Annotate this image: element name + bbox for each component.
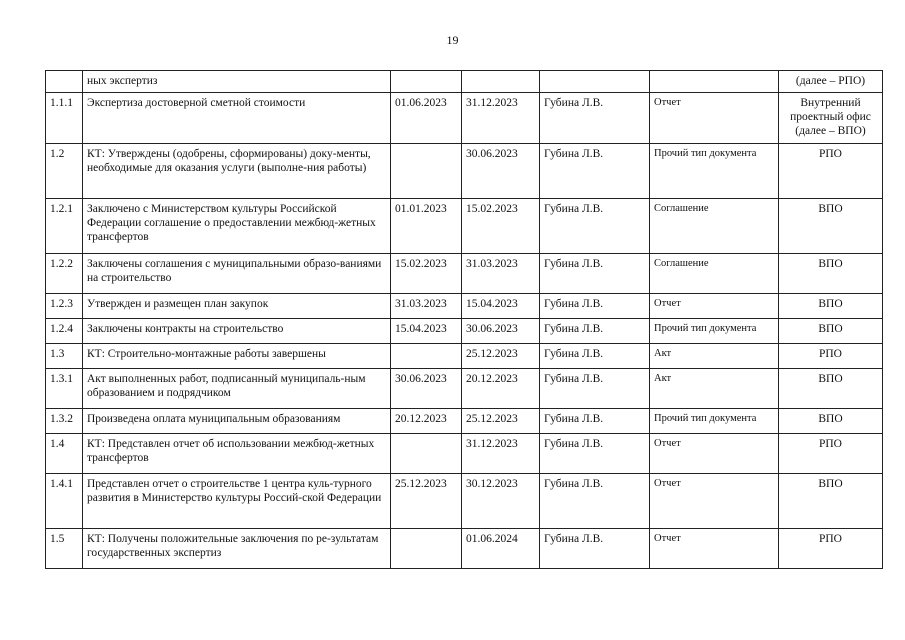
- row-approval-level: ВПО: [779, 474, 883, 529]
- row-number: 1.2: [46, 144, 83, 199]
- row-approval-level: (далее – РПО): [779, 71, 883, 93]
- row-end-date: 31.03.2023: [462, 254, 540, 294]
- row-document-type: Соглашение: [650, 254, 779, 294]
- row-name: Произведена оплата муниципальным образованиям: [83, 409, 391, 434]
- row-name: Заключены контракты на строительство: [83, 319, 391, 344]
- row-start-date: [391, 434, 462, 474]
- row-approval-level: РПО: [779, 434, 883, 474]
- table-row: [46, 71, 883, 93]
- row-name: Акт выполненных работ, подписанный муниципаль-ным образованием и подрядчиком: [83, 369, 391, 409]
- table-row: [46, 294, 883, 319]
- row-start-date: 20.12.2023: [391, 409, 462, 434]
- row-approval-level: ВПО: [779, 369, 883, 409]
- row-number: 1.2.4: [46, 319, 83, 344]
- row-approval-level: РПО: [779, 144, 883, 199]
- table-row: [46, 344, 883, 369]
- row-end-date: 30.06.2023: [462, 319, 540, 344]
- row-name: Утвержден и размещен план закупок: [83, 294, 391, 319]
- row-approval-level: РПО: [779, 529, 883, 569]
- row-approval-level: ВПО: [779, 254, 883, 294]
- row-end-date: 25.12.2023: [462, 409, 540, 434]
- row-name: КТ: Утверждены (одобрены, сформированы) доку-менты, необходимые для оказания услуги (выполне-ния работы): [83, 144, 391, 199]
- row-name: ных экспертиз: [83, 71, 391, 93]
- row-number: 1.3: [46, 344, 83, 369]
- row-end-date: 15.04.2023: [462, 294, 540, 319]
- row-approval-level: РПО: [779, 344, 883, 369]
- row-approval-level: ВПО: [779, 409, 883, 434]
- row-responsible: [540, 71, 650, 93]
- row-number: 1.4: [46, 434, 83, 474]
- row-document-type: Отчет: [650, 93, 779, 144]
- row-end-date: 15.02.2023: [462, 199, 540, 254]
- row-name: КТ: Представлен отчет об использовании межбюд-жетных трансфертов: [83, 434, 391, 474]
- row-responsible: Губина Л.В.: [540, 409, 650, 434]
- row-number: 1.2.1: [46, 199, 83, 254]
- row-responsible: Губина Л.В.: [540, 369, 650, 409]
- row-number: 1.3.2: [46, 409, 83, 434]
- row-start-date: [391, 344, 462, 369]
- row-responsible: Губина Л.В.: [540, 529, 650, 569]
- row-number: 1.1.1: [46, 93, 83, 144]
- row-start-date: 25.12.2023: [391, 474, 462, 529]
- row-end-date: 31.12.2023: [462, 434, 540, 474]
- row-approval-level: ВПО: [779, 319, 883, 344]
- row-end-date: 30.06.2023: [462, 144, 540, 199]
- row-end-date: 20.12.2023: [462, 369, 540, 409]
- row-responsible: Губина Л.В.: [540, 474, 650, 529]
- row-approval-level: ВПО: [779, 199, 883, 254]
- row-document-type: Прочий тип документа: [650, 319, 779, 344]
- row-responsible: Губина Л.В.: [540, 144, 650, 199]
- table-row: [46, 254, 883, 294]
- row-document-type: Отчет: [650, 294, 779, 319]
- row-name: КТ: Получены положительные заключения по ре-зультатам государственных экспертиз: [83, 529, 391, 569]
- row-start-date: 01.01.2023: [391, 199, 462, 254]
- row-end-date: 01.06.2024: [462, 529, 540, 569]
- page-number: 19: [446, 33, 459, 47]
- row-start-date: [391, 71, 462, 93]
- row-number: 1.5: [46, 529, 83, 569]
- row-start-date: 15.02.2023: [391, 254, 462, 294]
- row-document-type: Отчет: [650, 434, 779, 474]
- row-name: КТ: Строительно-монтажные работы завершены: [83, 344, 391, 369]
- table-row: [46, 319, 883, 344]
- table-row: [46, 529, 883, 569]
- row-end-date: 30.12.2023: [462, 474, 540, 529]
- table-row: [46, 93, 883, 144]
- row-name: Экспертиза достоверной сметной стоимости: [83, 93, 391, 144]
- row-responsible: Губина Л.В.: [540, 319, 650, 344]
- row-document-type: Прочий тип документа: [650, 409, 779, 434]
- table-row: [46, 144, 883, 199]
- row-document-type: Прочий тип документа: [650, 144, 779, 199]
- row-end-date: [462, 71, 540, 93]
- row-number: [46, 71, 83, 93]
- table-row: [46, 434, 883, 474]
- table-row: [46, 369, 883, 409]
- table-row: [46, 199, 883, 254]
- row-approval-level: Внутренний проектный офис (далее – ВПО): [779, 93, 883, 144]
- row-start-date: 01.06.2023: [391, 93, 462, 144]
- table-row: [46, 474, 883, 529]
- row-responsible: Губина Л.В.: [540, 344, 650, 369]
- row-start-date: [391, 144, 462, 199]
- row-start-date: [391, 529, 462, 569]
- row-responsible: Губина Л.В.: [540, 199, 650, 254]
- row-responsible: Губина Л.В.: [540, 434, 650, 474]
- row-document-type: Отчет: [650, 474, 779, 529]
- row-end-date: 25.12.2023: [462, 344, 540, 369]
- row-document-type: Акт: [650, 344, 779, 369]
- row-number: 1.2.2: [46, 254, 83, 294]
- row-responsible: Губина Л.В.: [540, 93, 650, 144]
- plan-table: [45, 70, 883, 569]
- row-start-date: 30.06.2023: [391, 369, 462, 409]
- row-document-type: [650, 71, 779, 93]
- row-approval-level: ВПО: [779, 294, 883, 319]
- table-row: [46, 409, 883, 434]
- row-name: Заключены соглашения с муниципальными образо-ваниями на строительство: [83, 254, 391, 294]
- row-name: Заключено с Министерством культуры Российской Федерации соглашение о предоставлении межбюд-жетных трансфертов: [83, 199, 391, 254]
- row-end-date: 31.12.2023: [462, 93, 540, 144]
- plan-table-body: [46, 71, 883, 569]
- row-responsible: Губина Л.В.: [540, 254, 650, 294]
- row-name: Представлен отчет о строительстве 1 центра куль-турного развития в Министерство культуры Россий-ской Федерации: [83, 474, 391, 529]
- row-document-type: Акт: [650, 369, 779, 409]
- row-start-date: 15.04.2023: [391, 319, 462, 344]
- row-number: 1.4.1: [46, 474, 83, 529]
- row-document-type: Отчет: [650, 529, 779, 569]
- row-responsible: Губина Л.В.: [540, 294, 650, 319]
- row-start-date: 31.03.2023: [391, 294, 462, 319]
- row-document-type: Соглашение: [650, 199, 779, 254]
- row-number: 1.3.1: [46, 369, 83, 409]
- row-number: 1.2.3: [46, 294, 83, 319]
